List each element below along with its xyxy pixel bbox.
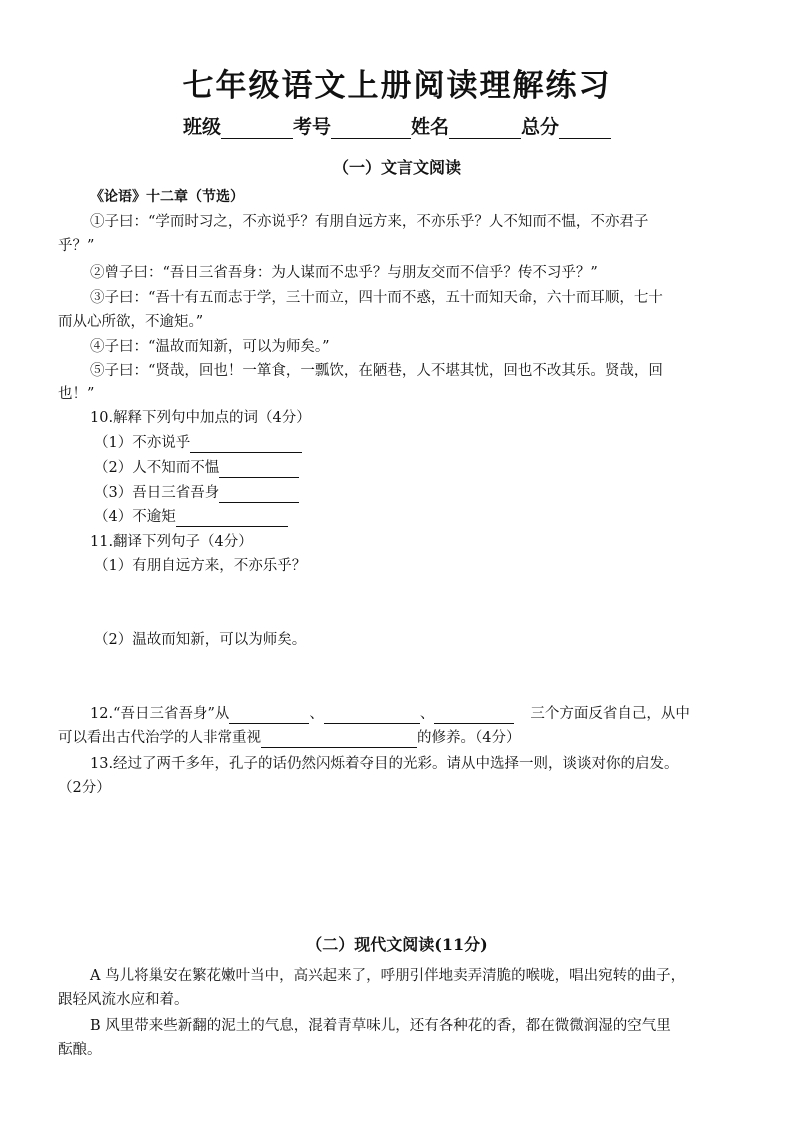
question-12-blank4[interactable]	[261, 731, 417, 748]
question-12-sep2: 、	[419, 706, 435, 722]
question-10-item3-blank[interactable]	[219, 486, 299, 503]
analects-1-line1: ①子曰：“学而时习之，不亦说乎？有朋自远方来，不亦乐乎？人不知而不愠，不亦君子	[90, 214, 649, 230]
question-12-line1	[90, 704, 690, 724]
question-10-item4	[94, 507, 288, 527]
analects-4: ④子曰：“温故而知新，可以为师矣。”	[90, 339, 330, 355]
section1-heading: （一）文言文阅读	[332, 158, 461, 177]
score-label: 总分	[521, 116, 560, 138]
analects-1-line2: 乎？”	[58, 238, 95, 254]
question-12-blank2[interactable]	[324, 707, 420, 724]
question-12-text-d: 的修养。（4分）	[417, 730, 521, 746]
analects-3-line2: 而从心所欲，不逾矩。”	[58, 314, 204, 330]
question-10-item4-blank[interactable]	[176, 510, 288, 527]
analects-5-line2: 也！”	[58, 386, 95, 402]
section2-heading: （二）现代文阅读(11分)	[306, 935, 488, 954]
student-info-line	[0, 112, 794, 139]
question-13-line2: （2分）	[58, 780, 111, 796]
name-label: 姓名	[411, 116, 450, 138]
passage-a-line1: A 鸟儿将巢安在繁花嫩叶当中，高兴起来了，呼朋引伴地卖弄清脆的喉咙，唱出宛转的曲子，	[90, 968, 686, 984]
exam-no-blank[interactable]	[331, 120, 411, 139]
question-11-item2: （2）温故而知新，可以为师矣。	[94, 632, 307, 648]
passage-b-line1: B 风里带来些新翻的泥土的气息，混着青草味儿，还有各种花的香，都在微微润湿的空气里	[90, 1018, 671, 1034]
source-title: 《论语》十二章（节选）	[90, 189, 244, 205]
question-12-text-c: 可以看出古代治学的人非常重视	[58, 730, 261, 746]
class-label: 班级	[182, 116, 221, 138]
analects-3-line1: ③子曰：“吾十有五而志于学，三十而立，四十而不惑，五十而知天命，六十而耳顺，七十	[90, 290, 663, 306]
question-10-item2-blank[interactable]	[219, 461, 299, 478]
question-11-item1: （1）有朋自远方来，不亦乐乎？	[94, 558, 307, 574]
question-12-blank3[interactable]	[434, 707, 514, 724]
question-12-text-a: 12.“吾日三省吾身”从	[90, 706, 230, 722]
question-10: 10.解释下列句中加点的词（4分）	[90, 410, 311, 426]
question-13-line1: 13.经过了两千多年，孔子的话仍然闪烁着夺目的光彩。请从中选择一则，谈谈对你的启发。	[90, 756, 679, 772]
score-blank[interactable]	[559, 120, 611, 139]
question-11: 11.翻译下列句子（4分）	[90, 534, 253, 550]
page-title: 七年级语文上册阅读理解练习	[182, 68, 612, 104]
question-12-blank1[interactable]	[229, 707, 309, 724]
analects-2: ②曾子曰：“吾日三省吾身：为人谋而不忠乎？与朋友交而不信乎？传不习乎？”	[90, 265, 598, 281]
question-10-item2	[94, 458, 299, 478]
passage-b-line2: 酝酿。	[58, 1042, 102, 1058]
question-10-item3-text: （3）吾日三省吾身	[94, 485, 220, 501]
name-blank[interactable]	[449, 120, 521, 139]
question-10-item3	[94, 483, 299, 503]
question-12-sep1: 、	[309, 706, 324, 722]
question-12-line2	[58, 728, 520, 748]
question-10-item1-blank[interactable]	[190, 436, 302, 453]
class-blank[interactable]	[221, 120, 293, 139]
exam-no-label: 考号	[292, 116, 331, 138]
question-10-item2-text: （2）人不知而不愠	[94, 460, 220, 476]
question-10-item1	[94, 433, 302, 453]
question-12-text-b: 三个方面反省自己，从中	[530, 706, 690, 722]
analects-5-line1: ⑤子曰：“贤哉，回也！一箪食，一瓢饮，在陋巷，人不堪其忧，回也不改其乐。贤哉，回	[90, 363, 663, 379]
question-10-item4-text: （4）不逾矩	[94, 509, 176, 525]
question-10-item1-text: （1）不亦说乎	[94, 435, 191, 451]
passage-a-line2: 跟轻风流水应和着。	[58, 992, 189, 1008]
